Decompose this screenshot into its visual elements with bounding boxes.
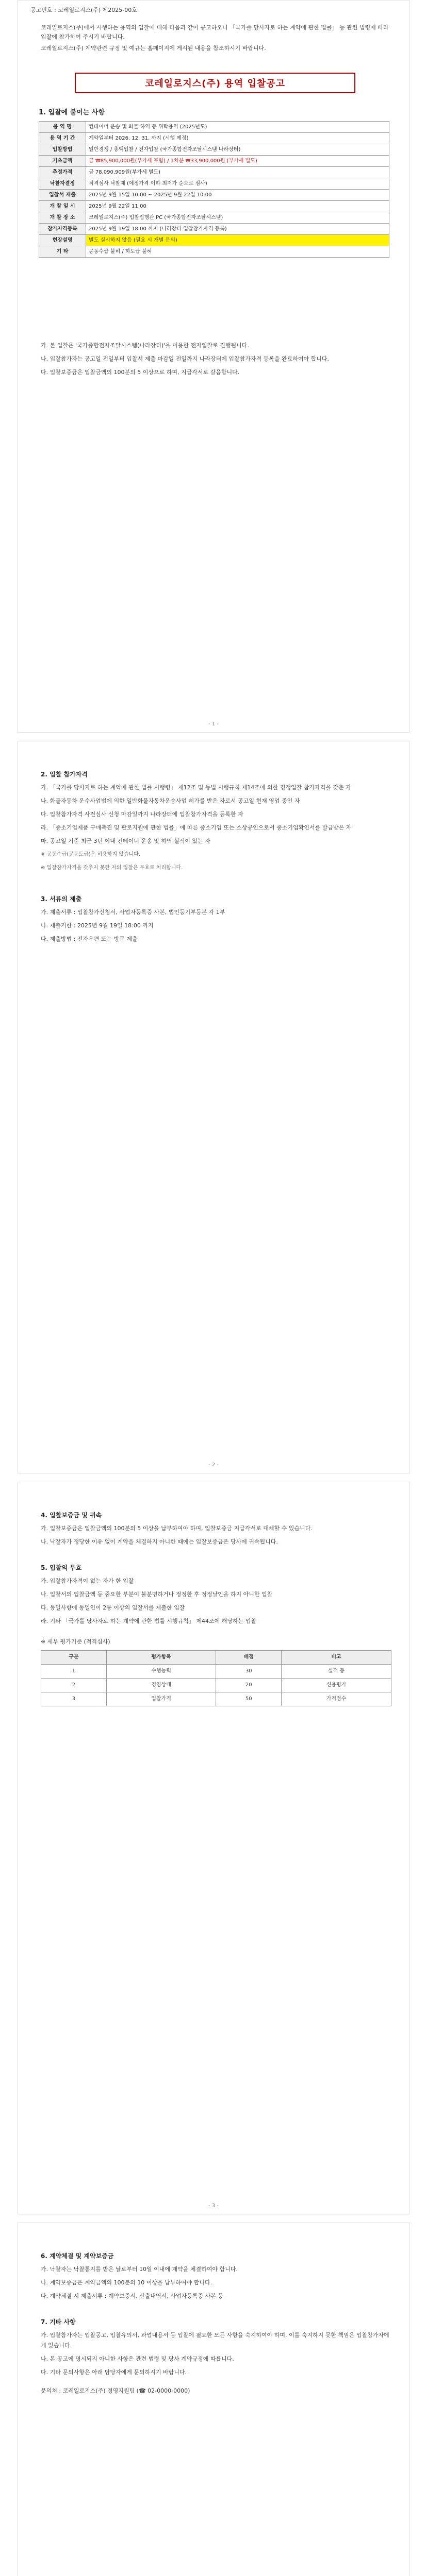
section-heading: 4. 입찰보증금 및 귀속 <box>41 1512 102 1519</box>
spec-row <box>39 246 389 258</box>
table-cell: 50 <box>216 1692 282 1706</box>
spec-label: 기초금액 <box>39 156 86 167</box>
spec-value: 일반경쟁 / 총액입찰 / 전자입찰 (국가종합전자조달시스템 나라장터) <box>86 144 389 156</box>
note-item: 가. 본 입찰은 '국가종합전자조달시스템(나라장터)'을 이용한 전자입찰로 진행됩니다. <box>41 342 249 349</box>
table-cell: 20 <box>216 1679 282 1692</box>
list-item: 다. 동일사항에 동일인이 2통 이상의 입찰서를 제출한 입찰 <box>41 1604 185 1611</box>
spec-row <box>39 167 389 178</box>
table-cell: 3 <box>41 1692 107 1706</box>
note-item: ※ 공동수급(공동도급)은 허용하지 않습니다. <box>41 852 141 857</box>
spec-label: 용 역 명 <box>39 122 86 133</box>
spec-value: 2025년 9월 19일 18:00 까지 (나라장터 입찰참가자격 등록) <box>86 224 389 235</box>
list-item: 가. 「국가를 당사자로 하는 계약에 관한 법률 시행령」 제12조 및 동법 시행규칙 제14조에 의한 경쟁입찰 참가자격을 갖춘 자 <box>41 784 351 791</box>
table-header-cell: 구분 <box>41 1651 107 1665</box>
note-item: 다. 입찰보증금은 입찰금액의 100분의 5 이상으로 하며, 지급각서로 갈음합니다. <box>41 369 240 376</box>
spec-value: 컨테이너 운송 및 화물 하역 등 위탁용역 (2025년도) <box>86 122 389 133</box>
section-heading: 3. 서류의 제출 <box>41 895 82 903</box>
spec-label: 입찰서 제출 <box>39 190 86 201</box>
table-cell: 1 <box>41 1665 107 1679</box>
list-item: 가. 입찰참가자는 입찰공고, 입찰유의서, 과업내용서 등 입찰에 필요한 모든 사항을 숙지하여야 하며, 이를 숙지하지 못한 책임은 입찰참가자에게 있습니다. <box>41 2332 389 2349</box>
note-item: 나. 입찰참가자는 공고일 전일부터 입찰서 제출 마감일 전일까지 나라장터에 입찰참가자격 등록을 완료하여야 합니다. <box>41 355 329 362</box>
table-header-cell: 평가항목 <box>106 1651 216 1665</box>
spec-value: 별도 실시하지 않음 (필요 시 개별 문의) <box>86 235 389 246</box>
list-item: 가. 낙찰자는 낙찰통지를 받은 날로부터 10일 이내에 계약을 체결하여야 합니다. <box>41 2266 238 2273</box>
list-item: 나. 입찰서의 입찰금액 등 중요한 부분이 불분명하거나 정정한 후 정정날인을 하지 아니한 입찰 <box>41 1591 273 1598</box>
intro-paragraph: 코레일로지스(주)에서 시행하는 용역의 입찰에 대해 다음과 같이 공고하오니 「국가를 당사자로 하는 계약에 관한 법률」 등 관련 법령에 따라 입찰에 참가하여 주시기 바랍니다. <box>41 24 389 40</box>
page-3 <box>18 1482 409 2214</box>
list-item: 나. 계약보증금은 계약금액의 100분의 10 이상을 납부하여야 합니다. <box>41 2279 212 2286</box>
list-item: 다. 계약체결 시 제출서류 : 계약보증서, 산출내역서, 사업자등록증 사본 등 <box>41 2293 223 2299</box>
list-item: 가. 입찰보증금은 입찰금액의 100분의 5 이상을 납부하여야 하며, 입찰보증금 지급각서로 대체할 수 있습니다. <box>41 1525 313 1532</box>
page-2 <box>18 741 409 1473</box>
spec-value: 공동수급 불허 / 하도급 불허 <box>86 246 389 258</box>
announcement-number: 공고번호 : 코레일로지스(주) 제2025-00호 <box>30 7 137 13</box>
contact-info: 문의처 : 코레일로지스(주) 경영지원팀 (☎ 02-0000-0000) <box>41 2387 190 2394</box>
list-item: 가. 제출서류 : 입찰참가신청서, 사업자등록증 사본, 법인등기부등본 각 1부 <box>41 909 225 916</box>
table-cell: 2 <box>41 1679 107 1692</box>
table-header-cell: 배점 <box>216 1651 282 1665</box>
list-item: 나. 제출기한 : 2025년 9월 19일 18:00 까지 <box>41 922 154 929</box>
section-heading: 1. 입찰에 붙이는 사항 <box>39 109 105 116</box>
table-title: ※ 세부 평가기준 (적격심사) <box>41 1638 110 1645</box>
intro-text <box>41 23 391 53</box>
intro-paragraph: 코레일로지스(주) 계약관련 규정 및 예규는 홈페이지에 게시된 내용을 참조하시기 바랍니다. <box>41 45 266 52</box>
list-item: 라. 「중소기업제품 구매촉진 및 판로지원에 관한 법률」에 따른 중소기업 또는 소상공인으로서 중소기업확인서를 발급받은 자 <box>41 824 352 831</box>
section-heading: 7. 기타 사항 <box>41 2318 76 2326</box>
spec-row <box>39 212 389 224</box>
spec-value: 코레일로지스(주) 입찰집행관 PC (국가종합전자조달시스템) <box>86 212 389 224</box>
spec-value: 2025년 9월 15일 10:00 ~ 2025년 9월 22일 10:00 <box>86 190 389 201</box>
spec-row <box>39 235 389 246</box>
spec-row <box>39 201 389 212</box>
section-4 <box>41 1503 391 1709</box>
section-2 <box>41 762 391 947</box>
spec-row <box>39 190 389 201</box>
spec-value: 적격심사 낙찰제 (예정가격 이하 최저가 순으로 심사) <box>86 178 389 190</box>
section-heading: 5. 입찰의 무효 <box>41 1564 82 1571</box>
list-item: 나. 본 공고에 명시되지 아니한 사항은 관련 법령 및 당사 계약규정에 따릅니다. <box>41 2355 234 2362</box>
list-item: 마. 공고일 기준 최근 3년 이내 컨테이너 운송 및 하역 실적이 있는 자 <box>41 838 210 844</box>
spec-label: 현장설명 <box>39 235 86 246</box>
page-4 <box>18 2223 409 2576</box>
table-cell: 경영상태 <box>106 1679 216 1692</box>
spec-value: 금 78,090,909원(부가세 별도) <box>86 167 389 178</box>
announcement-title-box <box>75 73 355 93</box>
spec-value: 금 ₩85,900,000원(부가세 포함) / 1차분 ₩33,900,000원 (부가세 별도) <box>86 156 389 167</box>
table-cell: 가격점수 <box>282 1692 391 1706</box>
list-item: 가. 입찰참가자격이 없는 자가 한 입찰 <box>41 1578 134 1584</box>
spec-value: 계약일부터 2026. 12. 31. 까지 (시행 예정) <box>86 133 389 144</box>
spec-label: 개 찰 일 시 <box>39 201 86 212</box>
spec-row <box>39 133 389 144</box>
list-item: 나. 화물자동차 운수사업법에 의한 일반화물자동차운송사업 허가를 받은 자로서 공고일 현재 영업 중인 자 <box>41 798 300 804</box>
list-item: 라. 기타 「국가를 당사자로 하는 계약에 관한 법률 시행규칙」 제44조에 해당하는 입찰 <box>41 1618 256 1624</box>
spec-label: 낙찰자결정 <box>39 178 86 190</box>
announcement-title: 코레일로지스(주) 용역 입찰공고 <box>144 78 286 89</box>
section-heading: 2. 입찰 참가자격 <box>41 771 88 778</box>
table-header-cell: 비고 <box>282 1651 391 1665</box>
spec-label: 개 찰 장 소 <box>39 212 86 224</box>
bid-notes <box>41 341 391 381</box>
list-item: 다. 입찰참가자격 사전심사 신청 마감일까지 나라장터에 입찰참가자격을 등록한 자 <box>41 811 243 818</box>
section-6 <box>41 2244 391 2399</box>
table-row <box>41 1665 391 1679</box>
spec-row <box>39 224 389 235</box>
section-heading: 6. 계약체결 및 계약보증금 <box>41 2252 114 2260</box>
table-row <box>41 1692 391 1706</box>
page-number: - 3 - <box>208 2203 219 2209</box>
spec-row <box>39 178 389 190</box>
page-number: - 2 - <box>208 1462 219 1468</box>
table-cell: 수행능력 <box>106 1665 216 1679</box>
spec-value: 2025년 9월 22일 11:00 <box>86 201 389 212</box>
spec-label: 입찰방법 <box>39 144 86 156</box>
table-cell: 30 <box>216 1665 282 1679</box>
spec-label: 용 역 기 간 <box>39 133 86 144</box>
bid-spec-table <box>39 121 389 258</box>
list-item: 나. 낙찰자가 정당한 이유 없이 계약을 체결하지 아니한 때에는 입찰보증금은 당사에 귀속됩니다. <box>41 1538 278 1545</box>
spec-row <box>39 144 389 156</box>
table-row <box>41 1679 391 1692</box>
page-1 <box>18 0 409 733</box>
evaluation-table <box>41 1650 391 1706</box>
spec-label: 참가자격등록 <box>39 224 86 235</box>
list-item: 다. 기타 문의사항은 아래 담당자에게 문의하시기 바랍니다. <box>41 2369 187 2376</box>
list-item: 다. 제출방법 : 전자우편 또는 방문 제출 <box>41 936 138 942</box>
spec-label: 기 타 <box>39 246 86 258</box>
spec-row <box>39 122 389 133</box>
table-cell: 입찰가격 <box>106 1692 216 1706</box>
note-item: ※ 입찰참가자격을 갖추지 못한 자의 입찰은 무효로 처리합니다. <box>41 865 183 871</box>
spec-label: 추정가격 <box>39 167 86 178</box>
spec-row <box>39 156 389 167</box>
table-cell: 신용평가 <box>282 1679 391 1692</box>
page-number: - 1 - <box>208 721 219 727</box>
table-cell: 실적 등 <box>282 1665 391 1679</box>
